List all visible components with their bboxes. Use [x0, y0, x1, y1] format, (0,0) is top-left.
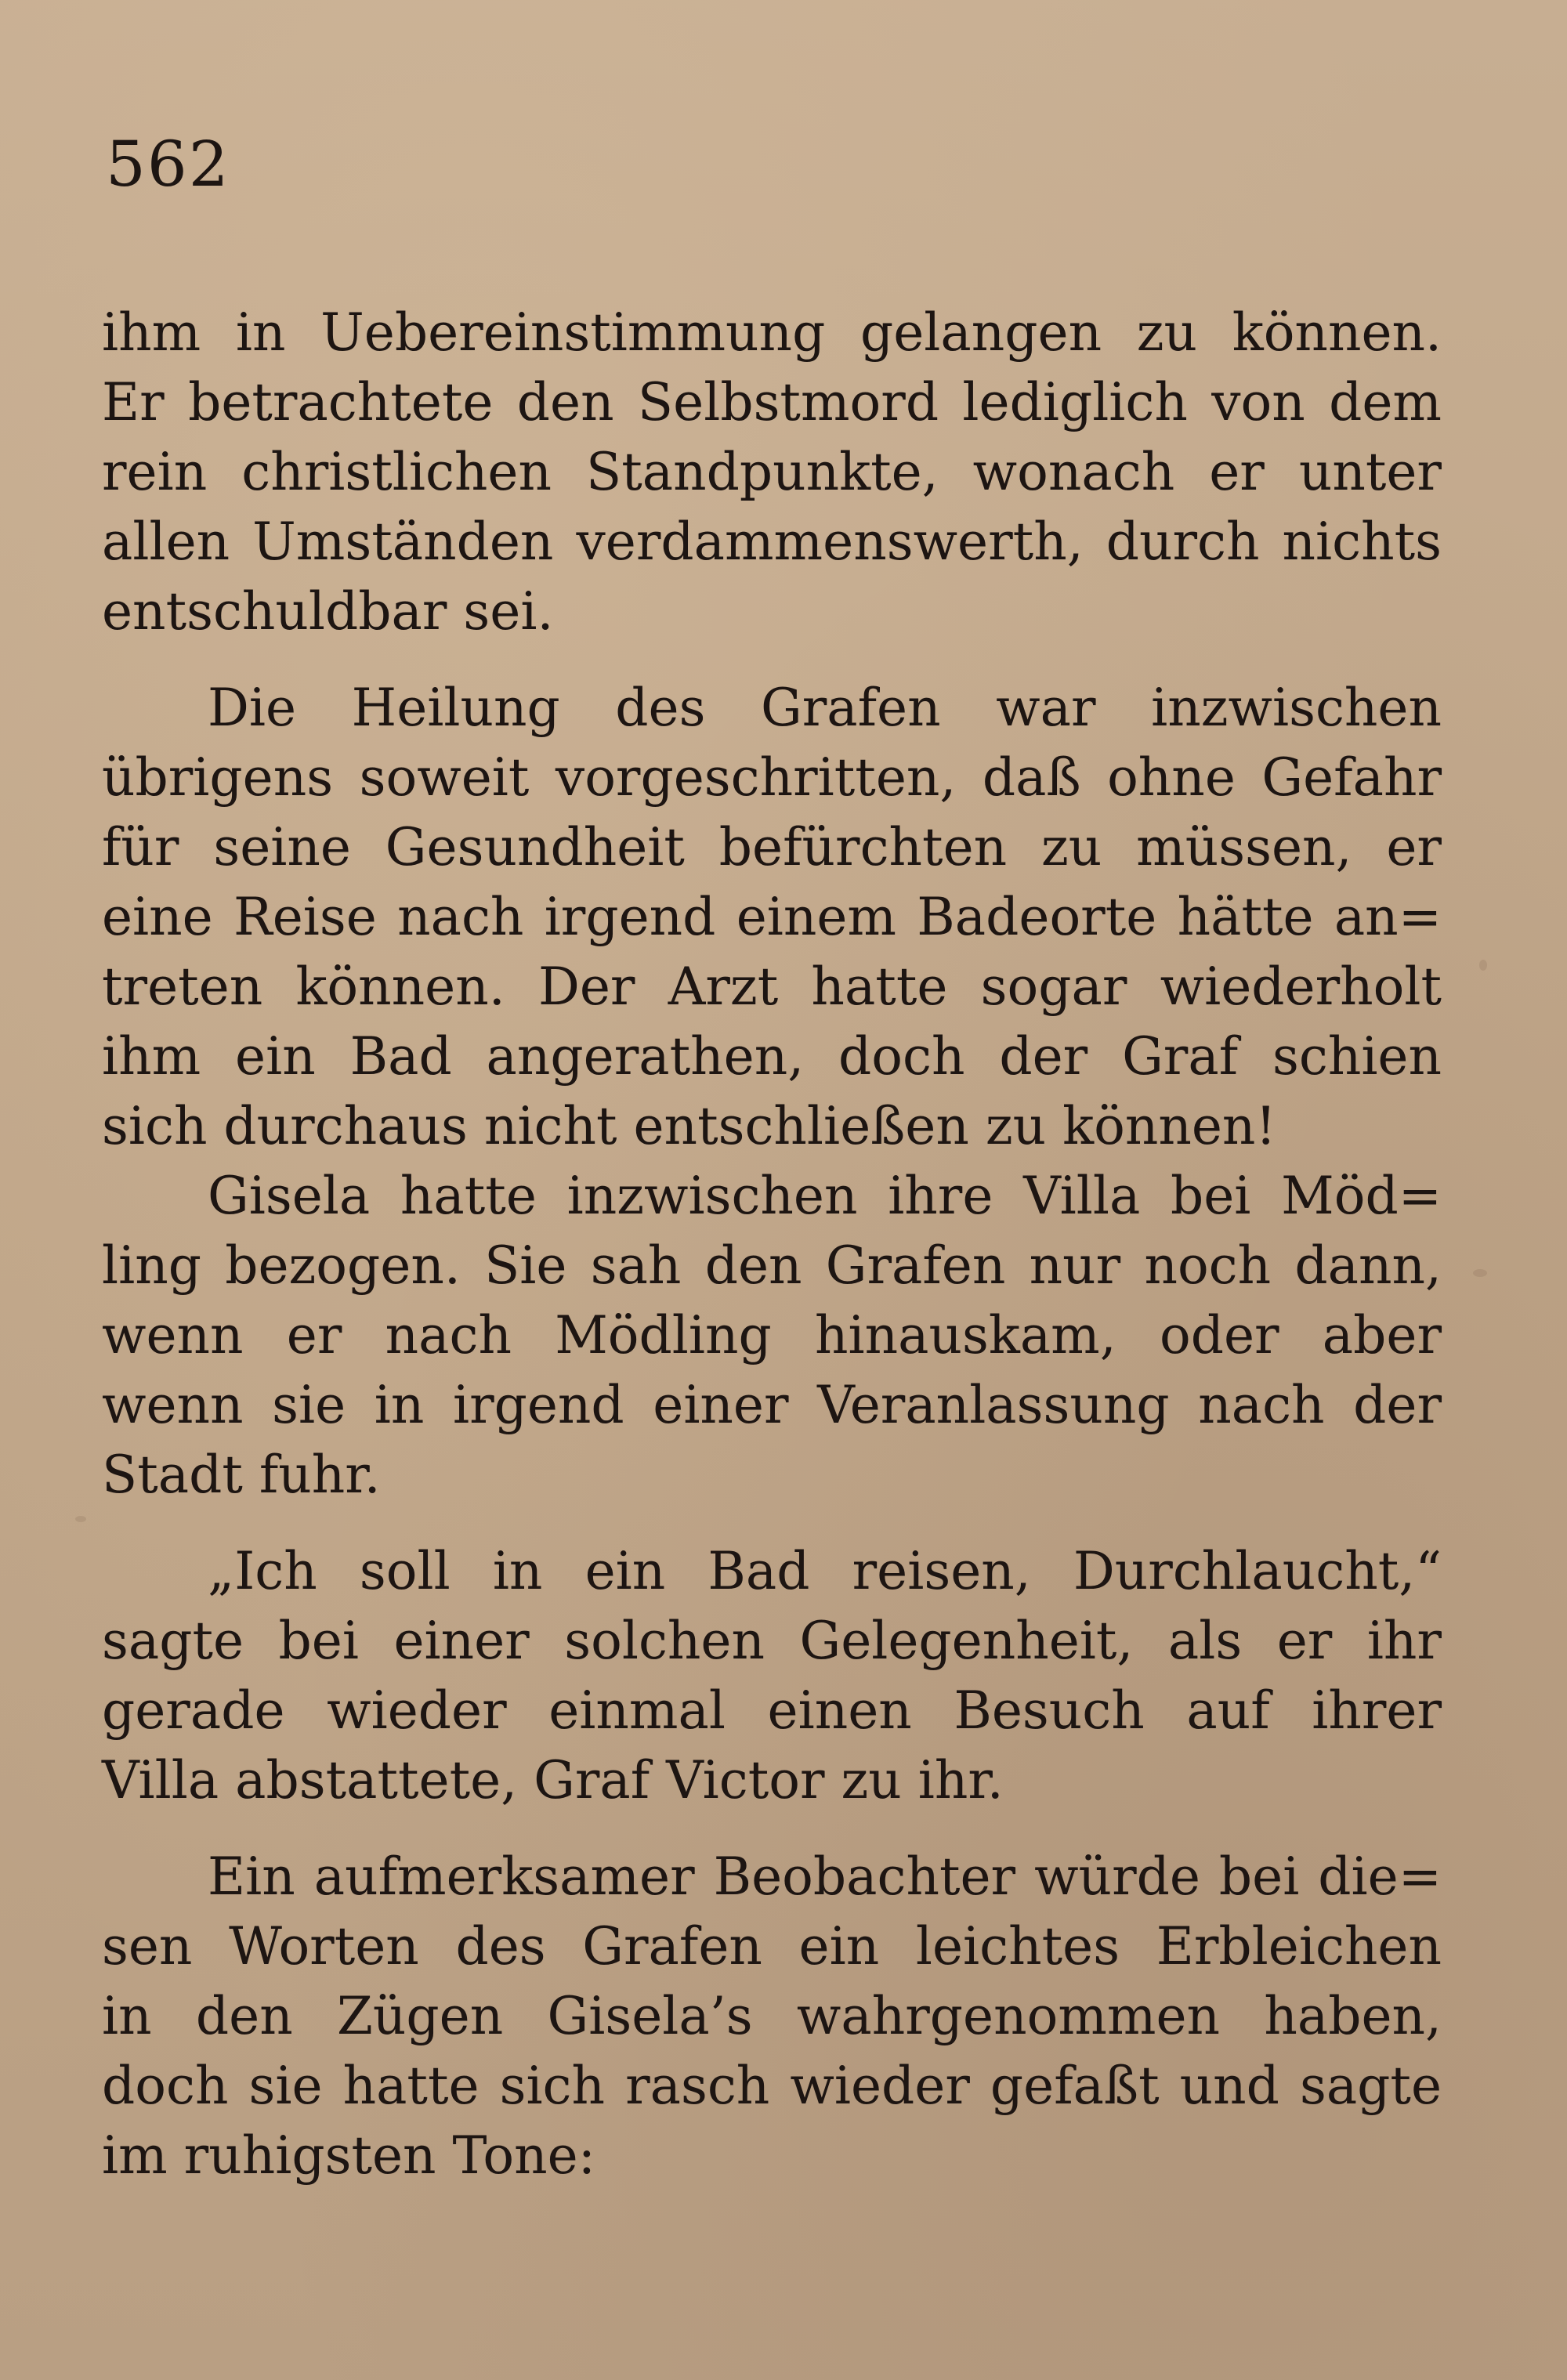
text-line: in den Zügen Gisela’s wahrgenommen haben,	[102, 1986, 1442, 2046]
paper-stain	[1479, 960, 1487, 971]
text-line: eine Reise nach irgend einem Badeorte hätte an=	[102, 887, 1442, 947]
paragraph-gap	[102, 1510, 1442, 1536]
text-line: allen Umständen verdammenswerth, durch nichts	[102, 512, 1442, 572]
text-line: doch sie hatte sich rasch wieder gefaßt und sagte	[102, 2056, 1442, 2116]
text-line: „Ich soll in ein Bad reisen, Durchlaucht,“	[208, 1541, 1442, 1601]
paragraph-gap	[102, 1815, 1442, 1842]
paper-stain	[1473, 1269, 1487, 1277]
text-line: ling bezogen. Sie sah den Grafen nur noch dann,	[102, 1235, 1442, 1296]
text-line: Die Heilung des Grafen war inzwischen	[208, 678, 1442, 738]
text-line: ihm in Uebereinstimmung gelangen zu können.	[102, 302, 1442, 363]
paragraph	[102, 673, 1442, 1161]
text-line: wenn er nach Mödling hinauskam, oder aber	[102, 1305, 1442, 1365]
text-line: Stadt fuhr.	[102, 1445, 381, 1505]
text-line: sich durchaus nicht entschließen zu können!	[102, 1096, 1276, 1156]
paragraph-gap	[102, 646, 1442, 673]
text-line: treten können. Der Arzt hatte sogar wiederholt	[102, 957, 1442, 1017]
body-text	[102, 298, 1442, 2190]
paper-stain	[75, 1516, 86, 1522]
text-line: Villa abstattete, Graf Victor zu ihr.	[102, 1750, 1004, 1810]
text-line: sagte bei einer solchen Gelegenheit, als er ihr	[102, 1611, 1442, 1671]
text-line: im ruhigsten Tone:	[102, 2125, 595, 2186]
paragraph	[102, 1161, 1442, 1510]
text-line: ihm ein Bad angerathen, doch der Graf schien	[102, 1026, 1442, 1087]
text-line: entschuldbar sei.	[102, 581, 554, 642]
page-number: 562	[106, 128, 230, 201]
text-line: sen Worten des Grafen ein leichtes Erbleichen	[102, 1916, 1442, 1977]
text-line: Er betrachtete den Selbstmord lediglich von dem	[102, 372, 1442, 432]
paragraph	[102, 1536, 1442, 1815]
paragraph	[102, 298, 1442, 646]
text-line: für seine Gesundheit befürchten zu müssen, er	[102, 817, 1442, 877]
text-line: Gisela hatte inzwischen ihre Villa bei Möd=	[208, 1166, 1442, 1226]
text-line: gerade wieder einmal einen Besuch auf ihrer	[102, 1680, 1442, 1741]
text-line: Ein aufmerksamer Beobachter würde bei die=	[208, 1846, 1442, 1907]
text-line: übrigens soweit vorgeschritten, daß ohne Gefahr	[102, 747, 1442, 808]
text-line: rein christlichen Standpunkte, wonach er unter	[102, 442, 1442, 502]
text-line: wenn sie in irgend einer Veranlassung nach der	[102, 1375, 1442, 1435]
paragraph	[102, 1842, 1442, 2190]
